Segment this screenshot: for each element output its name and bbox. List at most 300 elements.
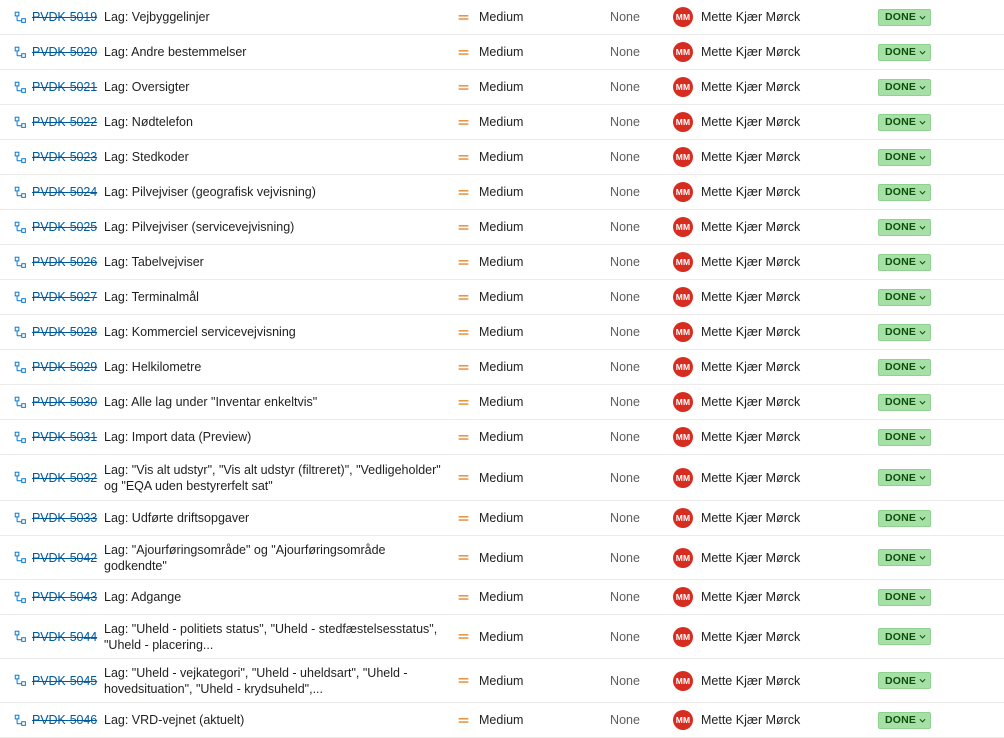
work-item-id-cell[interactable] [14, 185, 98, 199]
work-item-id-link[interactable]: PVDK-5042 [32, 550, 98, 565]
state-cell[interactable] [878, 219, 998, 236]
status-badge[interactable] [878, 289, 931, 306]
priority-medium-icon [457, 11, 470, 24]
chevron-down-icon[interactable] [919, 259, 926, 266]
priority-cell[interactable] [457, 471, 577, 485]
assignee-name: Mette Kjær Mørck [701, 115, 801, 129]
work-item-id-cell[interactable] [14, 511, 98, 525]
avatar: MM [673, 42, 693, 62]
avatar: MM [673, 508, 693, 528]
state-cell[interactable] [878, 469, 998, 486]
table-row[interactable] [0, 105, 1004, 140]
work-item-title[interactable]: Lag: Helkilometre [104, 360, 202, 374]
priority-medium-icon [457, 256, 470, 269]
work-item-icon [14, 151, 27, 164]
assignee-cell[interactable] [673, 182, 878, 202]
state-cell[interactable] [878, 628, 998, 645]
state-label: DONE [885, 630, 917, 643]
status-badge[interactable] [878, 469, 931, 486]
work-item-icon [14, 591, 27, 604]
priority-label: Medium [479, 255, 524, 269]
status-badge[interactable] [878, 628, 931, 645]
table-row[interactable] [0, 70, 1004, 105]
avatar: MM [673, 627, 693, 647]
priority-cell[interactable] [457, 325, 577, 339]
priority-cell[interactable] [457, 290, 577, 304]
chevron-down-icon[interactable] [919, 14, 926, 21]
priority-label: Medium [479, 430, 524, 444]
avatar: MM [673, 427, 693, 447]
avatar: MM [673, 287, 693, 307]
work-item-id-link[interactable]: PVDK-5045 [32, 673, 98, 688]
chevron-down-icon[interactable] [919, 294, 926, 301]
status-badge[interactable] [878, 149, 931, 166]
assignee-cell[interactable] [673, 710, 878, 730]
work-item-title[interactable]: Lag: Terminalmål [104, 290, 199, 304]
work-item-title[interactable]: Lag: Stedkoder [104, 150, 189, 164]
work-item-title[interactable]: Lag: "Vis alt udstyr", "Vis alt udstyr (filtreret)", "Vedligeholder" og "EQA uden bestyrerfelt sat" [104, 462, 441, 493]
priority-medium-icon [457, 714, 470, 727]
assignee-name: Mette Kjær Mørck [701, 150, 801, 164]
work-item-icon [14, 714, 27, 727]
table-row[interactable] [0, 210, 1004, 245]
table-row[interactable] [0, 659, 1004, 703]
state-cell[interactable] [878, 9, 998, 26]
state-cell[interactable] [878, 549, 998, 566]
chevron-down-icon[interactable] [919, 633, 926, 640]
priority-medium-icon [457, 396, 470, 409]
work-item-id-cell[interactable] [14, 150, 98, 164]
work-item-id-cell[interactable] [14, 430, 98, 444]
assignee-name: Mette Kjær Mørck [701, 550, 801, 565]
assignee-cell[interactable] [673, 548, 878, 568]
assignee-name: Mette Kjær Mørck [701, 395, 801, 409]
avatar: MM [673, 182, 693, 202]
effort-cell[interactable]: None [610, 629, 640, 644]
avatar: MM [673, 252, 693, 272]
table-row[interactable] [0, 280, 1004, 315]
effort-cell[interactable]: None [610, 255, 640, 269]
work-item-icon [14, 221, 27, 234]
assignee-cell[interactable] [673, 7, 878, 27]
priority-medium-icon [457, 46, 470, 59]
priority-cell[interactable] [457, 80, 577, 94]
priority-medium-icon [457, 591, 470, 604]
assignee-cell[interactable] [673, 112, 878, 132]
work-item-id-link[interactable]: PVDK-5023 [32, 150, 98, 164]
table-row[interactable] [0, 0, 1004, 35]
work-item-title[interactable]: Lag: Pilvejviser (servicevejvisning) [104, 220, 295, 234]
work-item-id-cell[interactable] [14, 80, 98, 94]
chevron-down-icon[interactable] [919, 434, 926, 441]
state-cell[interactable] [878, 429, 998, 446]
avatar: MM [673, 112, 693, 132]
work-item-icon [14, 46, 27, 59]
effort-cell[interactable]: None [610, 115, 640, 129]
chevron-down-icon[interactable] [919, 154, 926, 161]
state-label: DONE [885, 151, 917, 163]
effort-cell[interactable]: None [610, 325, 640, 339]
work-item-title[interactable]: Lag: Udførte driftsopgaver [104, 511, 250, 525]
state-label: DONE [885, 431, 917, 443]
avatar: MM [673, 77, 693, 97]
work-item-icon [14, 512, 27, 525]
chevron-down-icon[interactable] [919, 84, 926, 91]
table-row[interactable] [0, 350, 1004, 385]
status-badge[interactable] [878, 219, 931, 236]
state-label: DONE [885, 46, 917, 58]
work-item-id-cell[interactable] [14, 255, 98, 269]
avatar: MM [673, 147, 693, 167]
priority-cell[interactable] [457, 220, 577, 234]
assignee-cell[interactable] [673, 147, 878, 167]
work-item-title[interactable]: Lag: "Ajourføringsområde" og "Ajourføringsområde godkendte" [104, 542, 386, 573]
assignee-name: Mette Kjær Mørck [701, 80, 801, 94]
avatar: MM [673, 710, 693, 730]
work-item-icon [14, 186, 27, 199]
work-item-id-cell[interactable] [14, 45, 98, 59]
status-badge[interactable] [878, 672, 931, 689]
assignee-name: Mette Kjær Mørck [701, 629, 801, 644]
assignee-name: Mette Kjær Mørck [701, 713, 801, 727]
assignee-cell[interactable] [673, 42, 878, 62]
work-item-id-link[interactable]: PVDK-5029 [32, 360, 98, 374]
assignee-name: Mette Kjær Mørck [701, 220, 801, 234]
chevron-down-icon[interactable] [919, 677, 926, 684]
state-cell[interactable] [878, 510, 998, 527]
priority-cell[interactable] [457, 185, 577, 199]
table-row[interactable] [0, 35, 1004, 70]
assignee-cell[interactable] [673, 671, 878, 691]
work-item-id-cell[interactable] [14, 325, 98, 339]
priority-label: Medium [479, 10, 524, 24]
assignee-cell[interactable] [673, 627, 878, 647]
priority-label: Medium [479, 360, 524, 374]
table-row[interactable] [0, 536, 1004, 580]
status-badge[interactable] [878, 184, 931, 201]
work-item-id-cell[interactable] [14, 10, 98, 24]
chevron-down-icon[interactable] [919, 49, 926, 56]
priority-cell[interactable] [457, 630, 577, 644]
work-item-id-link[interactable]: PVDK-5026 [32, 255, 98, 269]
work-item-icon [14, 396, 27, 409]
chevron-down-icon[interactable] [919, 329, 926, 336]
avatar: MM [673, 7, 693, 27]
priority-cell[interactable] [457, 10, 577, 24]
chevron-down-icon[interactable] [919, 119, 926, 126]
priority-label: Medium [479, 185, 524, 199]
effort-cell[interactable]: None [610, 395, 640, 409]
effort-cell[interactable]: None [610, 673, 640, 688]
status-badge[interactable] [878, 510, 931, 527]
priority-medium-icon [457, 361, 470, 374]
assignee-cell[interactable] [673, 468, 878, 488]
status-badge[interactable] [878, 254, 931, 271]
priority-medium-icon [457, 116, 470, 129]
priority-medium-icon [457, 291, 470, 304]
work-item-id-link[interactable]: PVDK-5021 [32, 80, 98, 94]
chevron-down-icon[interactable] [919, 554, 926, 561]
assignee-name: Mette Kjær Mørck [701, 185, 801, 199]
work-item-icon [14, 674, 27, 687]
assignee-cell[interactable] [673, 427, 878, 447]
work-item-title[interactable]: Lag: Alle lag under "Inventar enkeltvis" [104, 395, 318, 409]
effort-cell[interactable]: None [610, 713, 640, 727]
work-item-title[interactable]: Lag: Adgange [104, 590, 182, 604]
work-item-icon [14, 361, 27, 374]
work-item-id-link[interactable]: PVDK-5031 [32, 430, 98, 444]
effort-cell[interactable]: None [610, 430, 640, 444]
state-label: DONE [885, 396, 917, 408]
avatar: MM [673, 548, 693, 568]
chevron-down-icon[interactable] [919, 474, 926, 481]
priority-cell[interactable] [457, 713, 577, 727]
effort-cell[interactable]: None [610, 511, 640, 525]
chevron-down-icon[interactable] [919, 717, 926, 724]
assignee-cell[interactable] [673, 252, 878, 272]
work-item-id-link[interactable]: PVDK-5046 [32, 713, 98, 727]
work-item-title[interactable]: Lag: "Uheld - politiets status", "Uheld - stedfæstelsesstatus", "Uheld - placering... [104, 621, 438, 652]
avatar: MM [673, 468, 693, 488]
priority-label: Medium [479, 150, 524, 164]
status-badge[interactable] [878, 79, 931, 96]
work-item-icon [14, 256, 27, 269]
work-item-id-cell[interactable] [14, 551, 98, 565]
assignee-cell[interactable] [673, 508, 878, 528]
priority-cell[interactable] [457, 360, 577, 374]
status-badge[interactable] [878, 9, 931, 26]
work-item-id-cell[interactable] [14, 220, 98, 234]
work-item-title[interactable]: Lag: Import data (Preview) [104, 430, 252, 444]
work-item-id-cell[interactable] [14, 630, 98, 644]
effort-cell[interactable]: None [610, 590, 640, 604]
work-item-id-link[interactable]: PVDK-5025 [32, 220, 98, 234]
state-label: DONE [885, 256, 917, 268]
work-item-id-link[interactable]: PVDK-5044 [32, 629, 98, 644]
table-row[interactable] [0, 385, 1004, 420]
priority-label: Medium [479, 590, 524, 604]
state-label: DONE [885, 471, 917, 484]
assignee-cell[interactable] [673, 357, 878, 377]
work-item-id-link[interactable]: PVDK-5027 [32, 290, 98, 304]
work-item-title[interactable]: Lag: Pilvejviser (geografisk vejvisning) [104, 185, 316, 199]
table-row[interactable] [0, 615, 1004, 659]
state-label: DONE [885, 326, 917, 338]
state-cell[interactable] [878, 359, 998, 376]
chevron-down-icon[interactable] [919, 189, 926, 196]
status-badge[interactable] [878, 324, 931, 341]
priority-medium-icon [457, 630, 470, 643]
work-item-icon [14, 471, 27, 484]
work-item-id-cell[interactable] [14, 290, 98, 304]
chevron-down-icon[interactable] [919, 515, 926, 522]
effort-cell[interactable]: None [610, 360, 640, 374]
assignee-cell[interactable] [673, 587, 878, 607]
work-item-title[interactable]: Lag: Kommerciel servicevejvisning [104, 325, 296, 339]
state-cell[interactable] [878, 324, 998, 341]
priority-label: Medium [479, 673, 524, 688]
status-badge[interactable] [878, 712, 931, 729]
state-label: DONE [885, 591, 917, 603]
assignee-name: Mette Kjær Mørck [701, 470, 801, 485]
priority-medium-icon [457, 81, 470, 94]
state-label: DONE [885, 361, 917, 373]
state-label: DONE [885, 512, 917, 524]
priority-label: Medium [479, 713, 524, 727]
priority-label: Medium [479, 511, 524, 525]
avatar: MM [673, 357, 693, 377]
assignee-name: Mette Kjær Mørck [701, 430, 801, 444]
effort-cell[interactable]: None [610, 290, 640, 304]
work-item-icon [14, 326, 27, 339]
table-row[interactable] [0, 175, 1004, 210]
work-item-icon [14, 11, 27, 24]
work-item-icon [14, 81, 27, 94]
work-item-id-link[interactable]: PVDK-5030 [32, 395, 98, 409]
effort-cell[interactable]: None [610, 550, 640, 565]
effort-cell[interactable]: None [610, 220, 640, 234]
assignee-cell[interactable] [673, 322, 878, 342]
effort-cell[interactable]: None [610, 45, 640, 59]
priority-cell[interactable] [457, 674, 577, 688]
work-item-id-link[interactable]: PVDK-5022 [32, 115, 98, 129]
priority-medium-icon [457, 471, 470, 484]
status-badge[interactable] [878, 589, 931, 606]
chevron-down-icon[interactable] [919, 399, 926, 406]
work-item-id-link[interactable]: PVDK-5032 [32, 470, 98, 485]
state-cell[interactable] [878, 44, 998, 61]
table-row[interactable] [0, 315, 1004, 350]
priority-medium-icon [457, 326, 470, 339]
priority-cell[interactable] [457, 45, 577, 59]
work-item-title[interactable]: Lag: Tabelvejviser [104, 255, 204, 269]
assignee-name: Mette Kjær Mørck [701, 255, 801, 269]
chevron-down-icon[interactable] [919, 364, 926, 371]
table-row[interactable] [0, 140, 1004, 175]
work-item-id-link[interactable]: PVDK-5028 [32, 325, 98, 339]
effort-cell[interactable]: None [610, 10, 640, 24]
priority-cell[interactable] [457, 255, 577, 269]
work-item-id-link[interactable]: PVDK-5043 [32, 590, 98, 604]
assignee-name: Mette Kjær Mørck [701, 45, 801, 59]
avatar: MM [673, 587, 693, 607]
state-cell[interactable] [878, 289, 998, 306]
work-item-id-cell[interactable] [14, 713, 98, 727]
status-badge[interactable] [878, 359, 931, 376]
work-item-title[interactable]: Lag: Oversigter [104, 80, 190, 94]
work-item-title[interactable]: Lag: "Uheld - vejkategori", "Uheld - uheldsart", "Uheld - hovedsituation", "Uheld - krydsuheld",... [104, 665, 408, 696]
effort-cell[interactable]: None [610, 80, 640, 94]
assignee-cell[interactable] [673, 287, 878, 307]
priority-cell[interactable] [457, 551, 577, 565]
assignee-cell[interactable] [673, 217, 878, 237]
work-item-icon [14, 291, 27, 304]
work-item-title[interactable]: Lag: Andre bestemmelser [104, 45, 247, 59]
work-item-icon [14, 116, 27, 129]
state-cell[interactable] [878, 184, 998, 201]
priority-cell[interactable] [457, 150, 577, 164]
state-cell[interactable] [878, 79, 998, 96]
table-row[interactable] [0, 455, 1004, 501]
work-item-id-link[interactable]: PVDK-5033 [32, 511, 98, 525]
status-badge[interactable] [878, 394, 931, 411]
work-item-title[interactable]: Lag: Nødtelefon [104, 115, 193, 129]
priority-cell[interactable] [457, 511, 577, 525]
state-label: DONE [885, 11, 917, 23]
table-row[interactable] [0, 501, 1004, 536]
priority-label: Medium [479, 395, 524, 409]
avatar: MM [673, 671, 693, 691]
chevron-down-icon[interactable] [919, 594, 926, 601]
table-row[interactable] [0, 420, 1004, 455]
state-cell[interactable] [878, 114, 998, 131]
work-item-id-link[interactable]: PVDK-5019 [32, 10, 98, 24]
assignee-cell[interactable] [673, 392, 878, 412]
assignee-cell[interactable] [673, 77, 878, 97]
priority-label: Medium [479, 470, 524, 485]
assignee-name: Mette Kjær Mørck [701, 325, 801, 339]
table-row[interactable] [0, 245, 1004, 280]
work-item-id-cell[interactable] [14, 360, 98, 374]
chevron-down-icon[interactable] [919, 224, 926, 231]
state-cell[interactable] [878, 394, 998, 411]
assignee-name: Mette Kjær Mørck [701, 10, 801, 24]
work-item-icon [14, 551, 27, 564]
work-item-title[interactable]: Lag: Vejbyggelinjer [104, 10, 210, 24]
status-badge[interactable] [878, 429, 931, 446]
state-cell[interactable] [878, 589, 998, 606]
state-cell[interactable] [878, 712, 998, 729]
status-badge[interactable] [878, 549, 931, 566]
state-label: DONE [885, 221, 917, 233]
priority-cell[interactable] [457, 115, 577, 129]
priority-cell[interactable] [457, 430, 577, 444]
work-item-id-cell[interactable] [14, 471, 98, 485]
assignee-name: Mette Kjær Mørck [701, 511, 801, 525]
state-label: DONE [885, 714, 917, 726]
work-item-id-cell[interactable] [14, 674, 98, 688]
status-badge[interactable] [878, 114, 931, 131]
work-item-id-cell[interactable] [14, 395, 98, 409]
priority-medium-icon [457, 151, 470, 164]
priority-cell[interactable] [457, 395, 577, 409]
effort-cell[interactable]: None [610, 185, 640, 199]
avatar: MM [673, 217, 693, 237]
assignee-name: Mette Kjær Mørck [701, 360, 801, 374]
work-item-id-cell[interactable] [14, 590, 98, 604]
status-badge[interactable] [878, 44, 931, 61]
work-item-id-link[interactable]: PVDK-5020 [32, 45, 98, 59]
state-label: DONE [885, 291, 917, 303]
priority-medium-icon [457, 431, 470, 444]
state-label: DONE [885, 186, 917, 198]
priority-medium-icon [457, 551, 470, 564]
state-cell[interactable] [878, 672, 998, 689]
effort-cell[interactable]: None [610, 470, 640, 485]
work-item-title[interactable]: Lag: VRD-vejnet (aktuelt) [104, 713, 245, 727]
avatar: MM [673, 392, 693, 412]
work-item-id-link[interactable]: PVDK-5024 [32, 185, 98, 199]
priority-cell[interactable] [457, 590, 577, 604]
work-item-id-cell[interactable] [14, 115, 98, 129]
table-row[interactable] [0, 580, 1004, 615]
effort-cell[interactable]: None [610, 150, 640, 164]
state-cell[interactable] [878, 254, 998, 271]
priority-label: Medium [479, 325, 524, 339]
avatar: MM [673, 322, 693, 342]
state-cell[interactable] [878, 149, 998, 166]
priority-medium-icon [457, 512, 470, 525]
